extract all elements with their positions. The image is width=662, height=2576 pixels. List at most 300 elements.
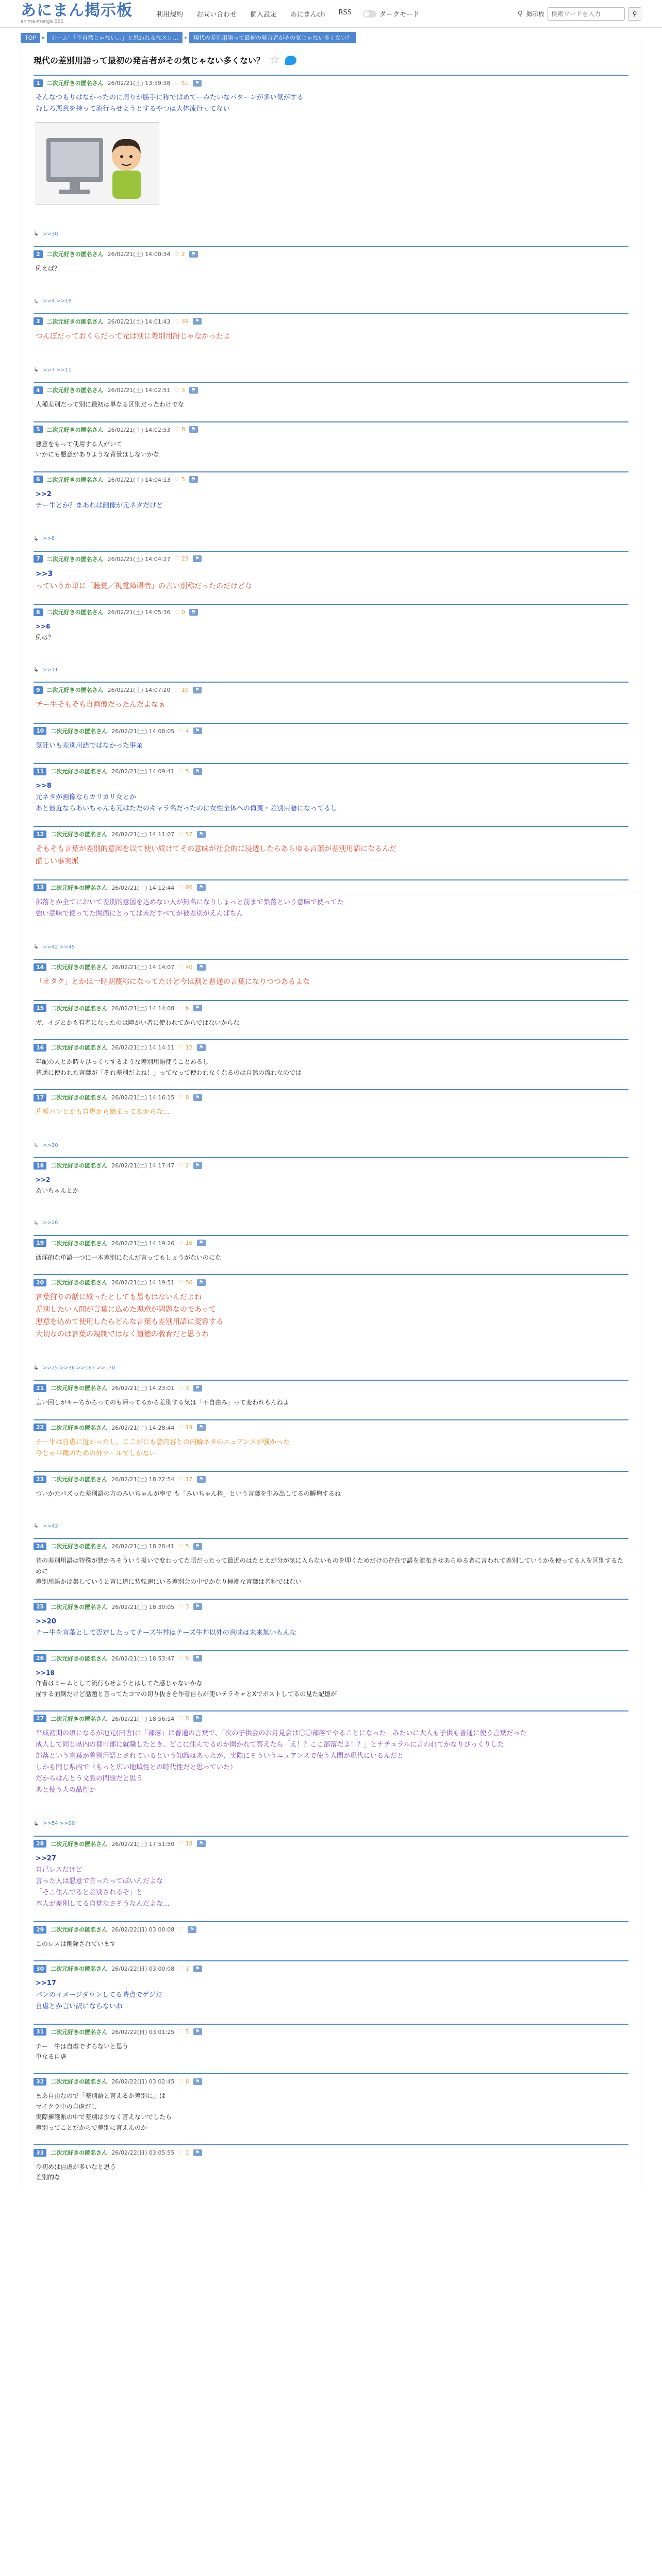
post-item — [34, 421, 628, 463]
post-line: 今じゃ半蔑のための外ツールでしかない — [36, 1449, 156, 1458]
post-body — [34, 1723, 628, 1800]
like-count[interactable] — [178, 1094, 189, 1101]
post-number[interactable]: 32 — [34, 2078, 46, 2086]
post-header — [34, 1384, 628, 1392]
share-bird-icon[interactable] — [285, 56, 296, 65]
post-author: 二次元好きの匿名さん — [51, 1603, 108, 1611]
post-line: 今初めは自虐が多いなと思う — [36, 2163, 117, 2171]
reply-anchor-list[interactable]: >>30 — [43, 1142, 58, 1148]
report-button[interactable]: ⚑ — [197, 1424, 206, 1431]
post-author: 二次元好きの匿名さん — [51, 1715, 108, 1722]
reply-links — [34, 298, 628, 305]
like-number: 2 — [181, 250, 185, 258]
post-line: あと使う人の品性か — [36, 1786, 96, 1794]
like-count[interactable] — [178, 1005, 189, 1011]
like-count[interactable] — [178, 964, 192, 971]
post-line[interactable]: >>18 — [36, 1669, 55, 1676]
like-count[interactable] — [178, 1385, 189, 1392]
post-number[interactable]: 29 — [34, 1926, 46, 1934]
post-line: 作者はミームとして流行らせようとはしてた感じゃないかな — [36, 1680, 203, 1687]
report-button[interactable]: ⚑ — [193, 768, 202, 775]
like-count[interactable] — [175, 426, 185, 433]
post-number[interactable]: 1 — [34, 79, 43, 87]
like-heart-icon: ♡ — [178, 831, 186, 838]
like-count[interactable] — [178, 1240, 192, 1246]
post-item — [34, 1471, 628, 1530]
post-line: ついか元パズった差別語の方のみいちゃんが率で も「みいちゃん枠」という言葉を生み出してるの瞬増するね — [36, 1490, 341, 1498]
like-count[interactable] — [178, 2078, 189, 2085]
post-item — [34, 75, 628, 238]
like-count[interactable] — [178, 768, 189, 775]
post-body — [34, 1432, 628, 1463]
post-number[interactable]: 24 — [34, 1543, 46, 1550]
post-item — [34, 1274, 628, 1371]
report-button[interactable]: ⚑ — [197, 1840, 206, 1847]
like-count[interactable] — [175, 555, 189, 562]
post-line: チー牛とか？まあれは画像が元ネタだけど — [36, 501, 163, 510]
post-author: 二次元好きの匿名さん — [46, 687, 104, 694]
breadcrumb-category[interactable]: ホーム"「不自然じゃない…」と思われるなスレ… — [47, 32, 183, 43]
post-line: 西洋的な単語一つに一本差別になんだ言ってもしょうがないのにな — [36, 1253, 222, 1261]
post-number[interactable]: 21 — [34, 1384, 46, 1392]
like-heart-icon: ♡ — [174, 555, 181, 563]
post-line: 人種差別だって別に最初は単なる区別だったわけでな — [36, 401, 185, 409]
post-header — [34, 1093, 628, 1101]
search-button[interactable]: ⚲ — [628, 7, 641, 21]
post-item — [34, 1650, 628, 1702]
like-count[interactable] — [175, 251, 185, 258]
post-line: 大切なのは言葉の規制ではなく道徳の教育だと思うわ — [36, 1330, 209, 1338]
reply-anchor-list[interactable]: >>7 >>11 — [43, 367, 72, 373]
reply-anchor-list[interactable]: >>4 >>18 — [43, 298, 72, 304]
nav-item-animanch[interactable]: あにまんch — [290, 11, 325, 19]
post-number[interactable]: 13 — [34, 884, 46, 891]
report-button[interactable]: ⚑ — [193, 1603, 202, 1610]
post-author: 二次元好きの匿名さん — [51, 831, 108, 838]
like-heart-icon: ♡ — [174, 686, 181, 693]
post-body — [34, 484, 628, 515]
post-item — [34, 1235, 628, 1266]
post-author: 二次元好きの匿名さん — [51, 1385, 108, 1392]
report-button[interactable]: ⚑ — [197, 1476, 206, 1483]
like-count[interactable] — [178, 1840, 192, 1847]
like-number: 8 — [181, 426, 185, 433]
post-line: 描する面倒だけど話題と言ってたコマの切り抜きを作者自らが使いテラキャとXでポストしてるの見た記憶が — [36, 1690, 337, 1698]
like-count[interactable] — [178, 727, 189, 734]
post-date: 26/02/21(土) 14:17:47 — [111, 1162, 175, 1170]
post-line: チー牛は自虐に近かったし、ここがにも意内容との内輪ネタのニュアンスが強かった — [36, 1438, 290, 1446]
post-header — [34, 767, 628, 775]
post-body — [34, 434, 628, 463]
post-line[interactable]: >>20 — [36, 1617, 56, 1625]
like-heart-icon: ♡ — [178, 1965, 186, 1972]
reply-links — [34, 1522, 628, 1530]
like-number: 56 — [185, 1279, 193, 1286]
post-author: 二次元好きの匿名さん — [46, 318, 104, 325]
post-date: 26/02/21(土) 14:19:51 — [111, 1279, 175, 1286]
post-line: 「そこ住んでると差別されるぞ」と — [36, 1888, 143, 1896]
report-button[interactable]: ⚑ — [193, 727, 202, 734]
like-heart-icon: ♡ — [178, 1162, 186, 1169]
like-heart-icon: ♡ — [174, 426, 181, 433]
report-button[interactable]: ⚑ — [197, 1279, 206, 1286]
nav-item-terms[interactable]: 利用規約 — [156, 11, 184, 19]
post-date: 26/02/21(土) 17:51:50 — [111, 1840, 175, 1848]
reply-arrow-icon: ↳ — [34, 1219, 39, 1227]
post-number[interactable]: 2 — [34, 250, 43, 258]
post-line: 平成初期の頃になるが地元(田舎)に「部落」は普通の言葉で、「次の子供会のお月見会は〇〇部落でやることになった」みたいに大人も子供も普通に使う言葉だった — [36, 1729, 527, 1737]
post-author: 二次元好きの匿名さん — [51, 1279, 108, 1286]
site-logo[interactable] — [21, 3, 133, 24]
search-scope[interactable]: 掲示板 — [525, 10, 544, 18]
report-button[interactable]: ⚑ — [193, 2149, 202, 2156]
post-line: 酷しい事実派 — [36, 857, 79, 866]
post-author: 二次元好きの匿名さん — [46, 476, 104, 483]
post-author: 二次元好きの匿名さん — [51, 1655, 108, 1662]
post-date: 26/02/22(日) 03:05:55 — [111, 2149, 175, 2157]
like-count[interactable] — [175, 476, 185, 483]
like-heart-icon: ♡ — [178, 884, 186, 891]
post-date: 26/02/21(土) 14:12:44 — [111, 884, 175, 891]
post-number[interactable]: 27 — [34, 1715, 46, 1722]
nav-item-contact[interactable]: お問い合わせ — [196, 11, 237, 19]
post-author: 二次元好きの匿名さん — [51, 768, 108, 775]
post-body — [34, 1973, 628, 2015]
reply-links — [34, 1364, 628, 1371]
post-line: 部落とか全てにおいて差別的意図を込めない人が無名になりしょっと前まで集落という意味で使ってた — [36, 898, 344, 906]
post-date: 26/02/21(土) 14:07:20 — [107, 687, 171, 694]
report-button[interactable]: ⚑ — [189, 609, 198, 616]
search-icon: ⚲ — [517, 9, 523, 18]
post-line[interactable]: >>8 — [36, 782, 52, 790]
post-line: マイクラ中の自虐だし — [36, 2103, 97, 2110]
post-item — [34, 246, 628, 304]
post-number[interactable]: 23 — [34, 1476, 46, 1483]
like-count[interactable] — [178, 831, 192, 838]
post-number[interactable]: 16 — [34, 1044, 46, 1052]
post-author: 二次元好きの匿名さん — [51, 1044, 108, 1052]
reply-arrow-icon: ↳ — [34, 297, 39, 305]
post-header — [34, 1004, 628, 1012]
post-list — [34, 75, 628, 2186]
reply-anchor-list[interactable]: >>8 — [43, 536, 55, 542]
report-button[interactable]: ⚑ — [197, 884, 206, 891]
like-count[interactable] — [178, 884, 192, 891]
like-count[interactable] — [175, 609, 185, 616]
like-heart-icon: ♡ — [178, 1926, 184, 1933]
post-line[interactable]: >>3 — [36, 569, 53, 578]
post-number[interactable]: 33 — [34, 2149, 46, 2157]
post-line[interactable]: >>2 — [36, 490, 52, 498]
post-item — [34, 1000, 628, 1031]
post-number[interactable]: 9 — [34, 686, 43, 694]
reply-anchor-list[interactable]: >>25 >>36 >>167 >>170 — [43, 1365, 115, 1371]
like-heart-icon: ♡ — [178, 963, 186, 971]
reply-anchor-list[interactable]: >>43 — [43, 1523, 58, 1529]
post-author: 二次元好きの匿名さん — [51, 1240, 108, 1247]
reply-anchor-list[interactable]: >>30 — [43, 231, 58, 237]
like-heart-icon: ♡ — [178, 1044, 186, 1051]
post-number[interactable]: 25 — [34, 1603, 46, 1611]
like-number: 3 — [185, 1965, 189, 1972]
post-date: 26/02/21(土) 14:11:07 — [111, 831, 175, 838]
nav-item-settings[interactable]: 個人設定 — [250, 11, 277, 19]
report-button[interactable]: ⚑ — [188, 1926, 196, 1933]
logo-title: あにまん掲示板 — [21, 2, 133, 20]
like-heart-icon: ♡ — [178, 1543, 186, 1550]
post-item — [34, 1599, 628, 1642]
report-button[interactable]: ⚑ — [189, 387, 198, 394]
post-line: むしろ悪意を持って流行らせようとするやつは大体流行ってない — [36, 105, 230, 113]
post-author: 二次元好きの匿名さん — [46, 609, 104, 616]
report-button[interactable]: ⚑ — [197, 1240, 206, 1246]
post-line: しかも同じ県内で（もっと広い地域性との時代性だと思っていた） — [36, 1764, 237, 1772]
post-line: 普通に使われた言葉が「それ差別だよね！」ってなって使われなくなるのは自然の流れなのでは — [36, 1069, 302, 1076]
post-number[interactable]: 30 — [34, 1965, 46, 1973]
like-heart-icon: ♡ — [178, 1655, 186, 1662]
post-number[interactable]: 31 — [34, 2028, 46, 2036]
site-header — [0, 0, 662, 28]
like-count[interactable] — [178, 1965, 189, 1972]
post-line: そもそも言葉が差別的意図を以て使い続けてその意味が社会的に浸透したらあらゆる言葉が差別用語になるんだ — [36, 845, 396, 854]
breadcrumb-top[interactable]: TOP — [21, 33, 40, 43]
like-count[interactable] — [178, 1424, 192, 1431]
like-number: 8 — [185, 1715, 189, 1722]
breadcrumb-separator: ▸ — [42, 35, 45, 41]
like-count[interactable] — [178, 1044, 192, 1051]
post-number[interactable]: 10 — [34, 727, 46, 735]
favorite-star-icon[interactable]: ☆ — [270, 54, 280, 66]
post-number[interactable]: 11 — [34, 768, 46, 775]
report-button[interactable]: ⚑ — [193, 80, 202, 87]
like-count[interactable] — [178, 1279, 192, 1286]
report-button[interactable]: ⚑ — [193, 1094, 202, 1101]
like-count[interactable] — [178, 1655, 189, 1662]
post-item — [34, 879, 628, 951]
reply-anchor-list[interactable]: >>26 — [43, 1220, 58, 1226]
post-body — [34, 1483, 628, 1502]
post-number[interactable]: 20 — [34, 1279, 46, 1286]
like-heart-icon: ♡ — [178, 1240, 186, 1247]
like-count[interactable] — [175, 80, 189, 87]
search-input[interactable] — [548, 7, 625, 21]
like-count[interactable] — [178, 2149, 189, 2156]
post-number[interactable]: 12 — [34, 831, 46, 838]
post-line: 単なる自虐 — [36, 2053, 67, 2061]
post-line[interactable]: >>27 — [36, 1854, 56, 1862]
like-count[interactable] — [178, 1715, 189, 1722]
reply-anchor-list[interactable]: >>42 >>45 — [43, 944, 75, 950]
post-item — [34, 1089, 628, 1149]
report-button[interactable]: ⚑ — [193, 1715, 202, 1722]
like-count[interactable] — [178, 1926, 184, 1933]
post-header — [34, 1964, 628, 1973]
post-body — [34, 616, 628, 646]
like-heart-icon: ♡ — [174, 476, 181, 483]
post-item — [34, 826, 628, 871]
post-header — [34, 1840, 628, 1848]
report-button[interactable]: ⚑ — [193, 1965, 202, 1972]
post-author: 二次元好きの匿名さん — [51, 2149, 108, 2157]
post-author: 二次元好きの匿名さん — [51, 1094, 108, 1101]
post-date: 26/02/21(土) 14:01:43 — [107, 318, 171, 325]
post-header — [34, 1278, 628, 1286]
post-item — [34, 723, 628, 755]
post-date: 26/02/21(土) 14:19:26 — [111, 1240, 175, 1247]
post-line: 例は？ — [36, 633, 55, 641]
post-number[interactable]: 3 — [34, 317, 43, 325]
like-heart-icon: ♡ — [174, 79, 181, 87]
post-date: 26/02/21(土) 14:14:07 — [111, 964, 175, 971]
post-line: 言葉狩りの話に絞ったとしても最もはないんだよね — [36, 1293, 202, 1302]
like-count[interactable] — [178, 1543, 189, 1550]
reply-arrow-icon: ↳ — [34, 230, 39, 238]
like-heart-icon: ♡ — [178, 727, 186, 735]
post-number[interactable]: 7 — [34, 555, 43, 563]
post-header — [34, 476, 628, 484]
post-author: 二次元好きの匿名さん — [51, 2028, 108, 2036]
post-item — [34, 2144, 628, 2186]
report-button[interactable]: ⚑ — [197, 964, 206, 971]
like-count[interactable] — [175, 687, 189, 693]
report-button[interactable]: ⚑ — [193, 687, 202, 693]
post-author: 二次元好きの匿名さん — [51, 1840, 108, 1848]
report-button[interactable]: ⚑ — [197, 831, 206, 838]
report-button[interactable]: ⚑ — [193, 1005, 202, 1011]
like-count[interactable] — [175, 318, 189, 325]
post-body — [34, 892, 628, 923]
like-count[interactable] — [178, 1603, 189, 1610]
like-number: 5 — [185, 1543, 189, 1550]
post-line: 差別用語かは集していうと言に道に装転速にいる差別会の中でかなり極端な言葉は名称ではない — [36, 1578, 302, 1586]
post-header — [34, 727, 628, 735]
like-number: 40 — [185, 963, 193, 971]
post-number[interactable]: 19 — [34, 1239, 46, 1247]
post-number[interactable]: 8 — [34, 608, 43, 616]
post-item — [34, 1039, 628, 1081]
report-button[interactable]: ⚑ — [193, 318, 202, 325]
report-button[interactable]: ⚑ — [197, 1044, 206, 1051]
post-line: 成人して同じ県内の都市部に就職したとき、どこに住んでるのか聞かれて答えたら「え！？ここ部落だよ！？」とナチュラルに言われてかなりびっくりした — [36, 1741, 504, 1749]
report-button[interactable]: ⚑ — [189, 251, 198, 258]
post-header — [34, 250, 628, 258]
post-line: パンのイメージダウンしてる時点でゲジだ — [36, 1991, 162, 1999]
like-number: 17 — [185, 1476, 193, 1483]
reply-arrow-icon: ↳ — [34, 943, 39, 951]
reply-anchor-list[interactable]: >>11 — [43, 667, 58, 673]
post-number[interactable]: 28 — [34, 1840, 46, 1848]
report-button[interactable]: ⚑ — [189, 476, 198, 483]
post-line: ガ、イジとかも有名になったのは障がい者に使われてからではないからな — [36, 1019, 240, 1026]
post-line[interactable]: >>17 — [36, 1979, 56, 1988]
like-heart-icon: ♡ — [178, 1840, 186, 1848]
like-number: 18 — [185, 1840, 193, 1848]
post-number[interactable]: 15 — [34, 1004, 46, 1012]
post-item — [34, 2073, 628, 2136]
post-number[interactable]: 4 — [34, 386, 43, 394]
post-header — [34, 1542, 628, 1550]
report-button[interactable]: ⚑ — [193, 1162, 202, 1169]
post-author: 二次元好きの匿名さん — [46, 555, 104, 563]
like-count[interactable] — [175, 387, 185, 394]
post-image[interactable] — [36, 122, 159, 205]
like-heart-icon: ♡ — [178, 1005, 186, 1012]
like-number: 4 — [185, 727, 189, 735]
breadcrumb-thread[interactable]: 現代の差別用語って最初の発言者がその気じゃない多くない？ — [189, 32, 356, 43]
like-number: 3 — [181, 386, 185, 394]
thread-title-row — [34, 54, 628, 66]
post-header — [34, 963, 628, 971]
like-number: 5 — [185, 768, 189, 775]
post-date: 26/02/21(土) 14:04:13 — [107, 476, 171, 483]
post-number[interactable]: 18 — [34, 1162, 46, 1170]
post-author: 二次元好きの匿名さん — [51, 2078, 108, 2086]
post-number[interactable]: 17 — [34, 1094, 46, 1101]
report-button[interactable]: ⚑ — [193, 1543, 202, 1550]
post-header — [34, 1239, 628, 1247]
post-body — [34, 775, 628, 818]
like-number: 3 — [185, 1384, 189, 1392]
report-button[interactable]: ⚑ — [189, 426, 198, 433]
like-count[interactable] — [178, 1476, 192, 1483]
dark-mode-toggle[interactable] — [363, 9, 419, 19]
reply-arrow-icon: ↳ — [34, 1522, 39, 1530]
reply-links — [34, 943, 628, 951]
search-area — [518, 7, 641, 21]
report-button[interactable]: ⚑ — [193, 1655, 202, 1662]
post-number[interactable]: 14 — [34, 963, 46, 971]
report-button[interactable]: ⚑ — [193, 2028, 202, 2035]
nav-item-rss[interactable]: RSS — [338, 9, 352, 16]
like-count[interactable] — [178, 2028, 189, 2035]
post-date: 26/02/21(土) 14:02:53 — [107, 426, 171, 433]
post-item — [34, 2024, 628, 2065]
reply-anchor-list[interactable]: >>54 >>90 — [43, 1821, 75, 1827]
post-line: だからはんとう文脈の問題だと思う — [36, 1775, 143, 1783]
like-heart-icon: ♡ — [178, 2028, 186, 2036]
post-number[interactable]: 6 — [34, 476, 43, 483]
post-number[interactable]: 26 — [34, 1654, 46, 1662]
post-line[interactable]: >>2 — [36, 1176, 51, 1184]
like-number: 0 — [181, 608, 185, 616]
like-heart-icon: ♡ — [178, 1279, 186, 1286]
reply-arrow-icon: ↳ — [34, 1142, 39, 1149]
post-number[interactable]: 22 — [34, 1423, 46, 1431]
post-header — [34, 1043, 628, 1052]
post-item — [34, 1710, 628, 1827]
report-button[interactable]: ⚑ — [193, 2078, 202, 2085]
post-line: あいちゃんとか — [36, 1187, 79, 1194]
report-button[interactable]: ⚑ — [193, 1385, 202, 1392]
post-line: 本人が差別してる自覚なさそうなんだよな… — [36, 1900, 170, 1908]
report-button[interactable]: ⚑ — [193, 555, 202, 562]
post-header — [34, 426, 628, 434]
post-date: 26/02/22(日) 03:00:08 — [111, 1965, 175, 1973]
post-item — [34, 313, 628, 374]
post-date: 26/02/21(土) 14:16:15 — [111, 1094, 175, 1101]
post-number[interactable]: 5 — [34, 426, 43, 433]
post-line: そんなつもりはなかったのに周りが勝手に称ではめてーみたいなパターンが多い気がする — [36, 94, 304, 101]
post-header — [34, 317, 628, 326]
post-item — [34, 551, 628, 596]
like-count[interactable] — [178, 1162, 189, 1169]
header-nav — [156, 9, 352, 19]
post-item — [34, 604, 628, 673]
post-item — [34, 1419, 628, 1463]
post-header — [34, 1423, 628, 1432]
post-line[interactable]: >>6 — [36, 623, 51, 631]
post-header — [34, 386, 628, 394]
